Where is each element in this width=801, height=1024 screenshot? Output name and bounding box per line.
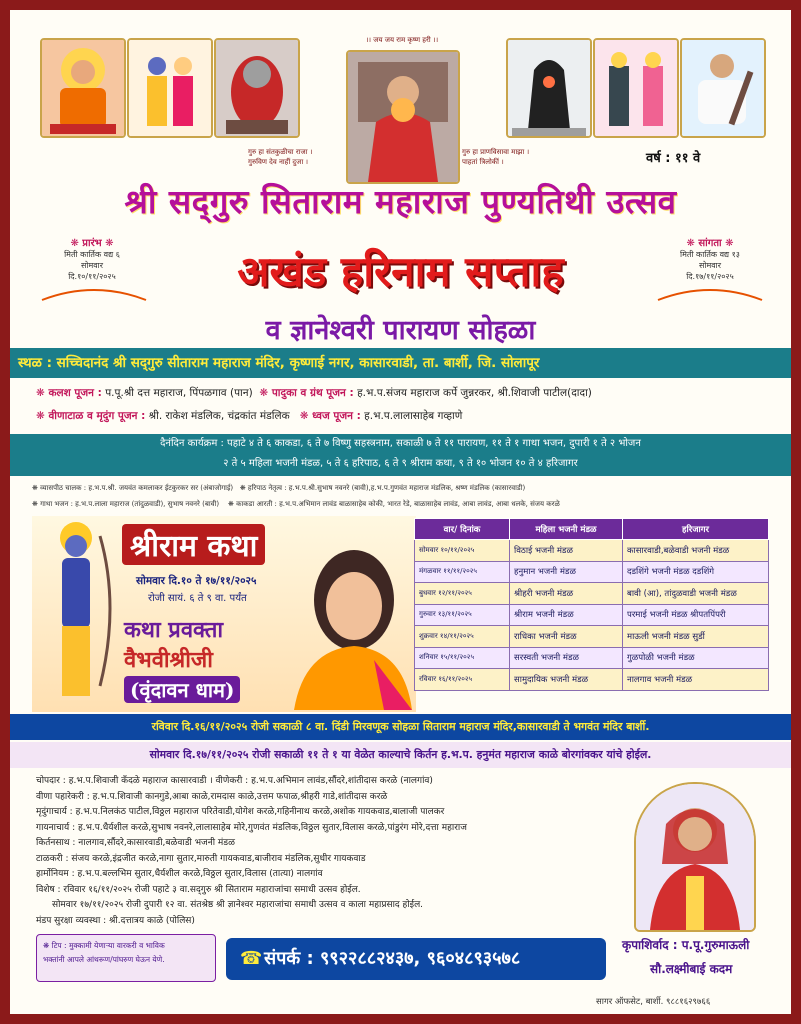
row-mahila: श्रीहरी भजनी मंडळ <box>510 583 623 605</box>
katha-dates: सोमवार दि.१० ते १७/११/२०२५ <box>136 575 257 587</box>
row-day: बुधवार १२/११/२०२५ <box>415 583 510 605</box>
detail-chopdar: चोपदार : ह.भ.प.शिवाजी कॅंदळे महाराज कासारवाडी । वीणेकरी : ह.भ.प.अभिमान लावंड,सौंदरे,शांतीदास करळे (नालगांव) <box>36 776 433 786</box>
table-row <box>415 561 769 583</box>
detail-mandap: मंडप सुरक्षा व्यवस्था : श्री.दत्तात्रय काळे (पोलिस) <box>36 915 195 926</box>
dhwaj-key: ❋ ध्वज पूजन : <box>299 410 361 422</box>
kalash-key: ❋ कलश पूजन : <box>36 387 102 399</box>
header-harijagar: हरिजागर <box>623 519 769 540</box>
paduka-key: ❋ पादुका व ग्रंथ पूजन : <box>259 387 354 399</box>
start-box <box>40 238 144 282</box>
role-haripath: ❋ हरिपाठ नेतृत्व : ह.भ.प.श्री.सुभाष नवनरे (बावी),ह.भ.प.गुणवंत महाराज मंडलिक, श्रष्ण मंडलिक (कासारवाडी) <box>239 484 526 492</box>
lord-ram-image <box>36 516 120 710</box>
detail-vishesh: विशेष : रविवार १६/११/२०२५ रोजी पहाटे ३ वा.सद्‌गुरु श्री सिताराम महाराजांचा समाधी उत्सव होईल. <box>36 884 361 895</box>
detail-kirtansath: किर्तनसाथ : नालगाव,सौंदरे,कासारवाडी,बळेवाडी भजनी मंडळ <box>36 838 235 848</box>
detail-harmonium: हार्मोनियम : ह.भ.प.बल्लभिम सुतार,धैर्यशील करळे,विठ्ठल सुतार,विलास (तात्या) नालगांव <box>36 869 323 879</box>
caption-left-2: गुरुविण देव नाहीं दुजा । <box>248 158 309 166</box>
row-mahila: हनुमान भजनी मंडळ <box>510 561 623 583</box>
saptah-title: अखंड हरिनाम सप्ताह <box>237 247 564 296</box>
main-title: श्री सद्‌गुरु सिताराम महाराज पुण्यतिथी उत्सव <box>124 182 677 221</box>
kirtan-text: सोमवार दि.१७/११/२०२५ रोजी सकाळी ११ ते १ या वेळेत काल्याचे किर्तन ह.भ.प. हनुमंत महाराज काळे बोरगांवकर यांचे होईल. <box>149 748 652 761</box>
deity-photo-3 <box>214 38 300 138</box>
dindi-band <box>10 714 791 740</box>
table-header-row <box>415 519 769 540</box>
phone-icon: ☎ <box>240 948 263 969</box>
start-tithi: मिती कार्तिक वद्य ६ <box>64 250 120 259</box>
blessing-label: कृपाशिर्वाद : प.पू.गुरुमाऊली <box>622 938 750 952</box>
start-arc-icon <box>38 284 150 302</box>
contact-box <box>226 938 606 980</box>
caption-left-1: गुरु हा संतकुळीचा राजा । <box>248 148 313 156</box>
row-harijagar: परमाई भजनी मंडळ श्रीपतपिंपरी <box>623 604 769 626</box>
role-kakada: ❋ काकडा आरती : ह.भ.प.अभिमान लावंड बाळासाहेब कोकी, भारत रेडे, बाळासाहेब लावंड, आबा लावंड, आबा धलके, संजय करळे <box>228 500 560 508</box>
row-mahila: राधिका भजनी मंडळ <box>510 626 623 648</box>
row-mahila: श्रीराम भजनी मंडळ <box>510 604 623 626</box>
start-label: ❋ प्रारंभ ❋ <box>70 238 114 249</box>
details-block <box>36 774 467 929</box>
row-harijagar: माऊली भजनी मंडळ सुर्डी <box>623 626 769 648</box>
end-date: दि.१७/११/२०२५ <box>686 272 734 281</box>
deity-photo-5 <box>593 38 679 138</box>
puja-row-1 <box>36 386 592 400</box>
daily-line-1: दैनंदिन कार्यक्रम : पहाटे ४ ते ६ काकडा, ६ ते ७ विष्णु सहस्त्रनाम, सकाळी ७ ते ११ पारायण, ११ ते १ गाथा भजन, दुपारी १ ते २ भोजन <box>160 438 641 449</box>
tip-line-1: ❋ टिप : मुक्कामी येणाऱ्या वारकरी व भाविक <box>43 941 165 950</box>
header-day: वार/ दिनांक <box>415 519 510 540</box>
kalash-value: प.पू.श्री दत्त महाराज, पिंपळगाव (पान) <box>105 387 253 399</box>
caption-right-1: गुरु हा प्राणविसावा माझा । <box>462 148 530 156</box>
row-day: गुरुवार १३/११/२०२५ <box>415 604 510 626</box>
table-row <box>415 647 769 669</box>
katha-time: रोजी सायं. ६ ते ९ वा. पर्यंत <box>148 593 247 604</box>
end-day: सोमवार <box>698 261 722 270</box>
speaker-label: कथा प्रवक्ता <box>124 617 224 643</box>
row-harijagar: गुळपोळी भजनी मंडळ <box>623 647 769 669</box>
table-row <box>415 669 769 691</box>
dhwaj-value: ह.भ.प.लालासाहेब गव्हाणे <box>364 410 463 422</box>
row-day: शनिवार १५/११/२०२५ <box>415 647 510 669</box>
table-row <box>415 583 769 605</box>
saint-photo-6 <box>680 38 766 138</box>
role-vyaspith: ❋ व्यासपीठ चालक : ह.भ.प.श्री. जयवंत कमलाकर ईटकुरकर सर (अंबाजोगाई) <box>32 484 234 492</box>
roles-block <box>32 480 560 512</box>
end-arc-icon <box>654 284 766 302</box>
katha-title: श्रीराम कथा <box>122 524 265 565</box>
veena-value: श्री. राकेश मंडलिक, चंद्रकांत मंडलिक <box>148 410 290 422</box>
row-day: शुक्रवार १४/११/२०२५ <box>415 626 510 648</box>
kirtan-band <box>10 742 791 768</box>
tip-line-2: भक्तांनी आपले आंथरूण/पांघरुण घेऊन येणे. <box>43 955 165 964</box>
row-harijagar: नालगाव भजनी मंडळ <box>623 669 769 691</box>
row-mahila: विठाई भजनी मंडळ <box>510 540 623 562</box>
end-tithi: मिती कार्तिक वद्य १३ <box>680 250 740 259</box>
speaker-name: वैभवीश्रीजी <box>124 647 213 673</box>
year-label: वर्ष : ११ वे <box>646 151 701 166</box>
venue-band <box>10 348 791 378</box>
caption-right-2: पाहतां त्रिलोकीं । <box>462 158 504 166</box>
tip-box <box>36 934 216 982</box>
role-gatha: ❋ गाथा भजन : ह.भ.प.लाला महाराज (तांदुळवाडी), सुभाष नवनरे (बावी) <box>32 500 220 508</box>
row-day: रविवार १६/११/२०२५ <box>415 669 510 691</box>
dindi-text: रविवार दि.१६/११/२०२५ रोजी सकाळी ८ वा. दिंडी मिरवणूक सोहळा सिताराम महाराज मंदिर,कासारवाडी ते भगवंत मंदिर बार्शी. <box>151 720 650 733</box>
start-day: सोमवार <box>80 261 104 270</box>
header-mahila: महिला भजनी मंडळ <box>510 519 623 540</box>
daily-line-2: २ ते ५ महिला भजनी मंडळ, ५ ते ६ हरिपाठ, ६ ते ९ श्रीराम कथा, ९ ते १० भोजन १० ते ४ हरिजागर <box>223 458 578 469</box>
detail-talkari: टाळकरी : संजय करळे,इंद्रजीत करळे,नागा सुतार,मारुती गायकवाड,बाजीराव मंडलिक,सुधीर गायकवाड <box>36 853 366 864</box>
table-row <box>415 540 769 562</box>
contact-text: संपर्क : ९९२२८८२४३७, ९६०४८९३५७८ <box>264 948 521 969</box>
speaker-photo <box>284 530 414 710</box>
poster <box>10 10 791 1014</box>
row-day: सोमवार १०/११/२०२५ <box>415 540 510 562</box>
veena-key: ❋ वीणाटाळ व मृदुंग पूजन : <box>36 410 146 422</box>
row-harijagar: बावी (आ), तांदुळवाडी भजनी मंडळ <box>623 583 769 605</box>
venue-text: स्थळ : सच्चिदानंद श्री सद्‌गुरु सीताराम महाराज मंदिर, कृष्णाई नगर, कासारवाडी, ता. बार्शी, जि. सोलापूर <box>18 355 540 371</box>
start-date: दि.१०/११/२०२५ <box>68 272 116 281</box>
parayan-title: व ज्ञानेश्वरी पारायण सोहळा <box>265 315 536 346</box>
daily-band <box>10 434 791 476</box>
paduka-value: ह.भ.प.संजय महाराज कर्पे जुन्नरकर, श्री.शिवाजी पाटील(दादा) <box>357 387 592 399</box>
table-row <box>415 626 769 648</box>
row-mahila: सामुदायिक भजनी मंडळ <box>510 669 623 691</box>
end-box <box>658 238 762 282</box>
table-row <box>415 604 769 626</box>
row-mahila: सरस्वती भजनी मंडळ <box>510 647 623 669</box>
detail-veena: वीणा पहारेकरी : ह.भ.प.शिवाजी कानगुडे,आबा काळे,रामदास काळे,उत्तम फपाळ,श्रीहरी गाडे,शांतीदास करळे <box>36 791 388 802</box>
bhajan-schedule-table <box>414 518 769 691</box>
puja-row-2 <box>36 409 462 423</box>
row-harijagar: कासारवाडी,बळेवाडी भजनी मंडळ <box>623 540 769 562</box>
detail-vishesh-2: सोमवार १७/११/२०२५ रोजी दुपारी १२ वा. संतश्रेष्ठ श्री ज्ञानेश्वर महाराजांचा समाधी उत्सव व काला महाप्रसाद होईल. <box>52 900 424 910</box>
blessing-photo <box>634 782 756 932</box>
speaker-place: (वृंदावन धाम) <box>124 676 240 703</box>
deity-photo-4 <box>506 38 592 138</box>
deity-photo-1 <box>40 38 126 138</box>
katha-section <box>32 516 416 712</box>
row-harijagar: दडशिंगे भजनी मंडळ दडशिंगे <box>623 561 769 583</box>
row-day: मंगळवार ११/११/२०२५ <box>415 561 510 583</box>
guru-photo-center <box>346 50 460 184</box>
deity-photo-2 <box>127 38 213 138</box>
end-label: ❋ सांगता ❋ <box>686 238 734 249</box>
detail-gayan: गायनाचार्य : ह.भ.प.धैर्यशील करळे,सुभाष नवनरे,लालासाहेब मोरे,गुणवंत मंडलिक,विठ्ठल सुतार,विलास करळे,पांडुरंग मोरे,दत्ता महाराज <box>36 822 467 833</box>
detail-mrudung: मृदुंगाचार्य : ह.भ.प.निलकंठ पाटील,विठ्ठल महाराज परितेवाडी,योगेश करळे,गहिनीनाथ करळे,अशोक गायकवाड,बालाजी पालकर <box>36 807 445 817</box>
printer-credit: सागर ऑफसेट, बार्शी. ९८८१६२९७६६ <box>596 997 711 1007</box>
top-caption: ।। जय जय राम कृष्ण हरी ।। <box>365 36 439 44</box>
blessing-name: सौ.लक्ष्मीबाई कदम <box>650 962 733 976</box>
